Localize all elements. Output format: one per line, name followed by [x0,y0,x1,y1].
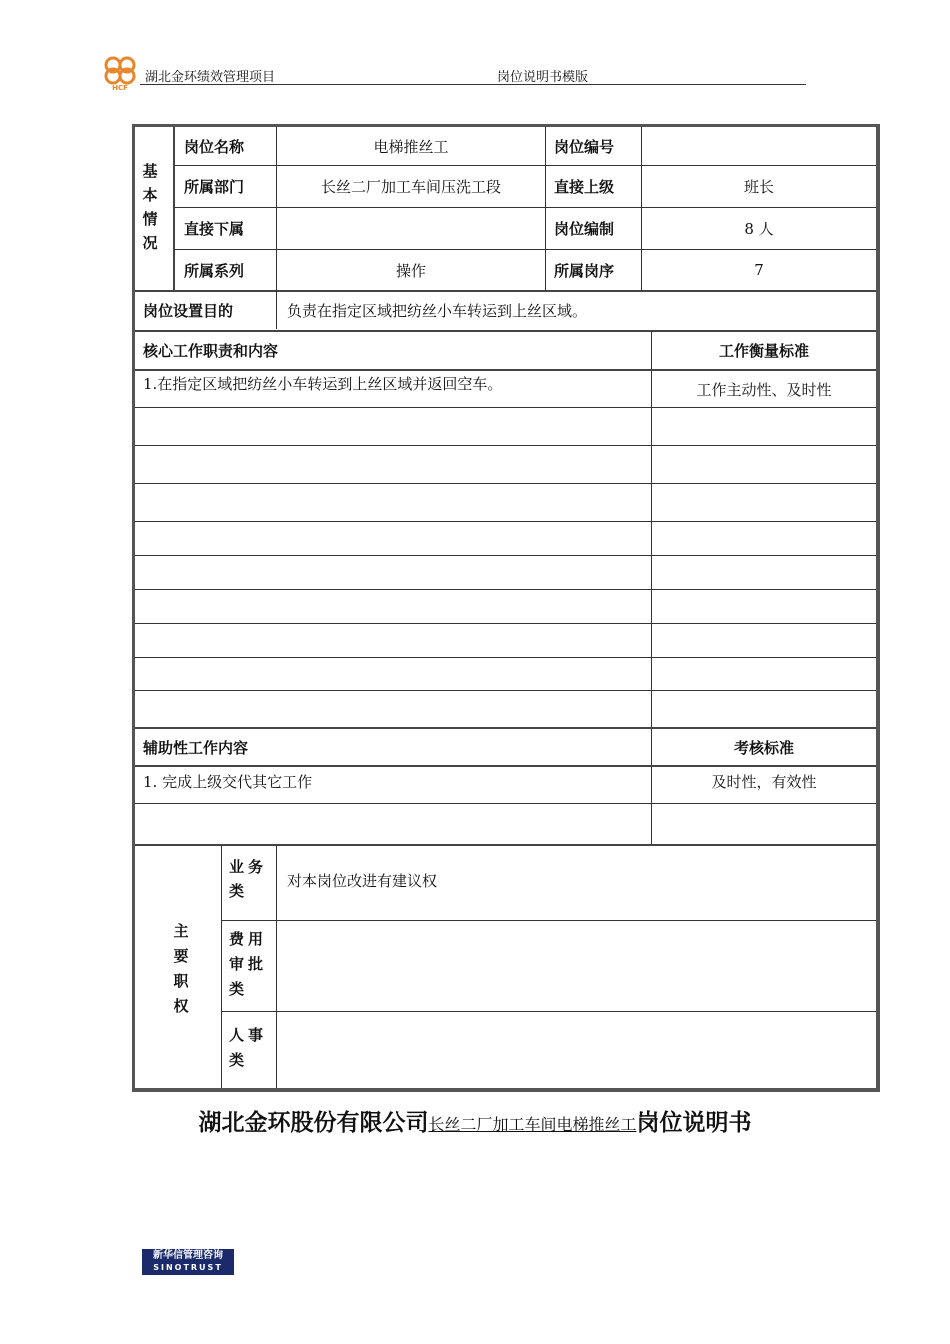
header-rule [140,84,806,85]
sinotrust-logo-cn: 新华信管理咨询 [153,1250,223,1261]
core-duty-1: 1.在指定区域把纺丝小车转运到上丝区域并返回空车。 [143,375,503,393]
post-name-value: 电梯推丝工 [373,137,449,156]
sequence-label: 所属岗序 [554,261,615,280]
post-code-label: 岗位编号 [554,137,615,156]
supervisor-label: 直接上级 [554,178,615,196]
dept-label: 所属部门 [184,178,245,196]
logo-text: HCF [112,84,128,92]
company-name: 湖北金环股份有限公司 [198,1110,429,1136]
basic-section-label: 基 本 情 况 [142,162,158,252]
header-doc-type: 岗位说明书模版 [497,70,589,85]
document-title [0,1104,950,1137]
purpose-label: 岗位设置目的 [143,302,234,320]
sinotrust-logo-en: SINOTRUST [153,1263,223,1272]
authority-section-label: 主 要 职 权 [173,922,189,1015]
post-code-value [642,127,876,165]
expense-text [277,921,876,1011]
company-logo [100,54,140,92]
headcount-label: 岗位编制 [554,220,615,238]
series-value: 操作 [395,261,426,280]
sequence-value: 7 [754,261,764,279]
hr-label: 人事类 [229,1026,268,1069]
aux-standard-header: 考核标准 [733,738,794,757]
subordinate-value [277,208,545,249]
aux-standard-1: 及时性，有效性 [711,773,817,791]
header-project-name: 湖北金环绩效管理项目 [145,70,276,85]
dept-value: 长丝二厂加工车间压洗工段 [320,178,501,196]
doc-name: 岗位说明书 [636,1110,752,1136]
headcount-value: 8 人 [744,220,774,238]
purpose-text: 负责在指定区域把纺丝小车转运到上丝区域。 [287,302,588,320]
series-label: 所属系列 [184,261,245,280]
core-duties-header: 核心工作职责和内容 [143,342,279,360]
supervisor-value: 班长 [743,178,774,196]
job-description-form [132,124,880,1092]
sinotrust-logo [142,1249,234,1275]
hr-text [277,1012,876,1088]
expense-label: 费用审批类 [229,930,268,998]
core-standard-header: 工作衡量标准 [718,342,809,360]
post-name-label: 岗位名称 [184,137,245,156]
core-standard-1: 工作主动性、及时性 [696,380,832,399]
aux-duties-header: 辅助性工作内容 [143,738,249,757]
position-name: 长丝二厂加工车间电梯推丝工 [428,1115,637,1134]
aux-duty-1: 1. 完成上级交代其它工作 [143,773,313,791]
subordinate-label: 直接下属 [184,220,245,238]
business-text: 对本岗位改进有建议权 [287,872,438,890]
business-label: 业务类 [229,858,268,900]
